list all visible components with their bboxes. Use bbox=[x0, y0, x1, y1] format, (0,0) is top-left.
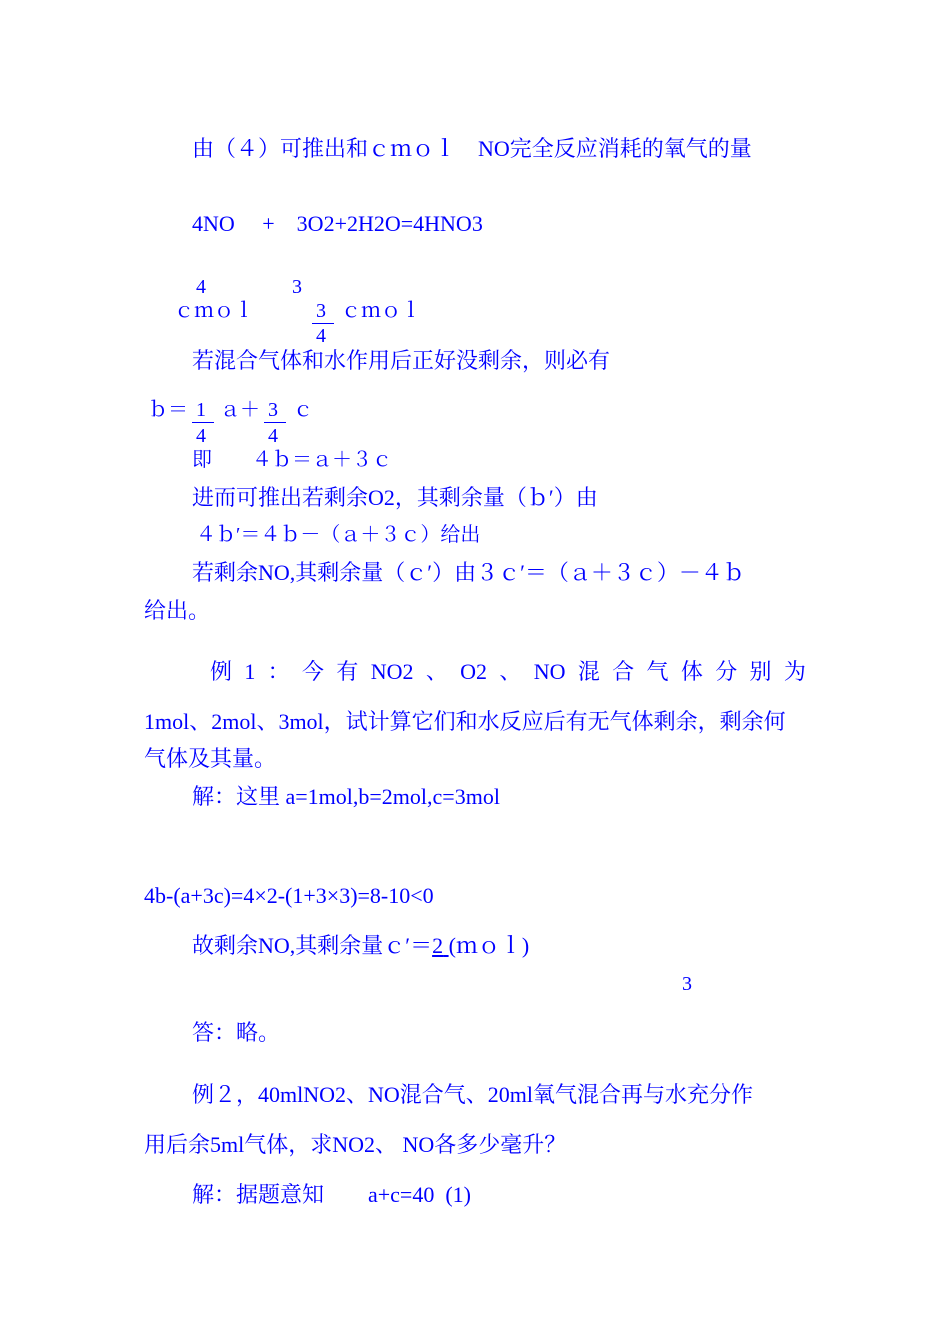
example-1-token: 例 bbox=[210, 659, 233, 684]
para-line-6: 即 ４ｂ＝ａ＋３ｃ bbox=[192, 449, 392, 471]
eq-denominator-1: 4 bbox=[196, 425, 206, 447]
solution-2: 解：据题意知 a+c=40 (1) bbox=[192, 1182, 471, 1207]
coefficient-3: 3 bbox=[292, 276, 302, 298]
coefficient-4: 4 bbox=[196, 276, 206, 298]
remainder-line bbox=[192, 935, 529, 957]
calculation-line: 4b-(a+3c)=4×2-(1+3×3)=8-10<0 bbox=[144, 883, 434, 908]
para-line-8: ４ｂ′＝４ｂ－（ａ＋３ｃ）给出 bbox=[196, 524, 481, 546]
equation-no-o2: 4NO + 3O2+2H2O=4HNO3 bbox=[192, 211, 483, 236]
example-1-token: 体 bbox=[680, 659, 703, 684]
eq-b-equals: ｂ＝ bbox=[148, 399, 188, 421]
remainder-prefix: 故剩余NO,其剩余量ｃ′＝ bbox=[192, 933, 433, 958]
example-1-token: 有 bbox=[336, 659, 359, 684]
para-line-4: 若混合气体和水作用后正好没剩余，则必有 bbox=[192, 348, 611, 373]
remainder-numerator: 2 bbox=[432, 933, 444, 958]
remainder-denominator: 3 bbox=[682, 973, 692, 995]
fraction-bar bbox=[312, 323, 334, 324]
example-1-token: O2 bbox=[460, 659, 488, 684]
example-1-token: 气 bbox=[646, 659, 669, 684]
eq-numerator-1: 1 bbox=[196, 399, 206, 421]
example-1-token: 别 bbox=[749, 659, 772, 684]
fraction-denominator-4: 4 bbox=[316, 325, 326, 347]
example-1-line-3: 气体及其量。 bbox=[144, 746, 277, 771]
eq-c: ｃ bbox=[293, 399, 313, 421]
eq-numerator-3: 3 bbox=[268, 399, 278, 421]
para-line-10: 给出。 bbox=[144, 598, 211, 623]
example-1-token: 为 bbox=[783, 659, 806, 684]
example-1-token: ： bbox=[267, 659, 290, 684]
example-1-line-1 bbox=[210, 661, 806, 683]
para-line-7: 进而可推出若剩余O2，其剩余量（ｂ′）由 bbox=[192, 485, 598, 510]
amount-cmol-right: ｃｍｏｌ bbox=[341, 300, 421, 322]
example-1-token: 、 bbox=[425, 659, 448, 684]
example-1-token: 、 bbox=[499, 659, 522, 684]
solution-1: 解：这里 a=1mol,b=2mol,c=3mol bbox=[192, 784, 500, 809]
example-1-token: 混 bbox=[577, 659, 600, 684]
para-line-1: 由（４）可推出和ｃｍｏｌ NO完全反应消耗的氧气的量 bbox=[192, 136, 752, 161]
eq-fraction-bar-1 bbox=[192, 422, 214, 423]
eq-a-plus: ａ＋ bbox=[220, 399, 260, 421]
example-1-token: 今 bbox=[302, 659, 325, 684]
example-1-token: 分 bbox=[715, 659, 738, 684]
example-1-token: NO2 bbox=[370, 659, 414, 684]
remainder-unit: (ｍｏｌ) bbox=[448, 933, 530, 958]
amount-cmol-left: ｃｍｏｌ bbox=[174, 300, 254, 322]
fraction-numerator-3: 3 bbox=[316, 300, 326, 322]
example-2-line-2: 用后余5ml气体，求NO2、 NO各多少毫升？ bbox=[144, 1132, 567, 1157]
example-1-line-2: 1mol、2mol、3mol，试计算它们和水反应后有无气体剩余，剩余何 bbox=[144, 709, 786, 734]
para-line-9: 若剩余NO,其剩余量（ｃ′）由３ｃ′＝（ａ＋３ｃ）－４ｂ bbox=[192, 560, 745, 585]
answer-line: 答：略。 bbox=[192, 1020, 281, 1045]
eq-denominator-2: 4 bbox=[268, 425, 278, 447]
example-1-token: 合 bbox=[612, 659, 635, 684]
example-2-line-1: 例２，40mlNO2、NO混合气、20ml氧气混合再与水充分作 bbox=[192, 1082, 754, 1107]
example-1-token: 1 bbox=[244, 659, 256, 684]
eq-fraction-bar-2 bbox=[264, 422, 286, 423]
example-1-token: NO bbox=[533, 659, 566, 684]
